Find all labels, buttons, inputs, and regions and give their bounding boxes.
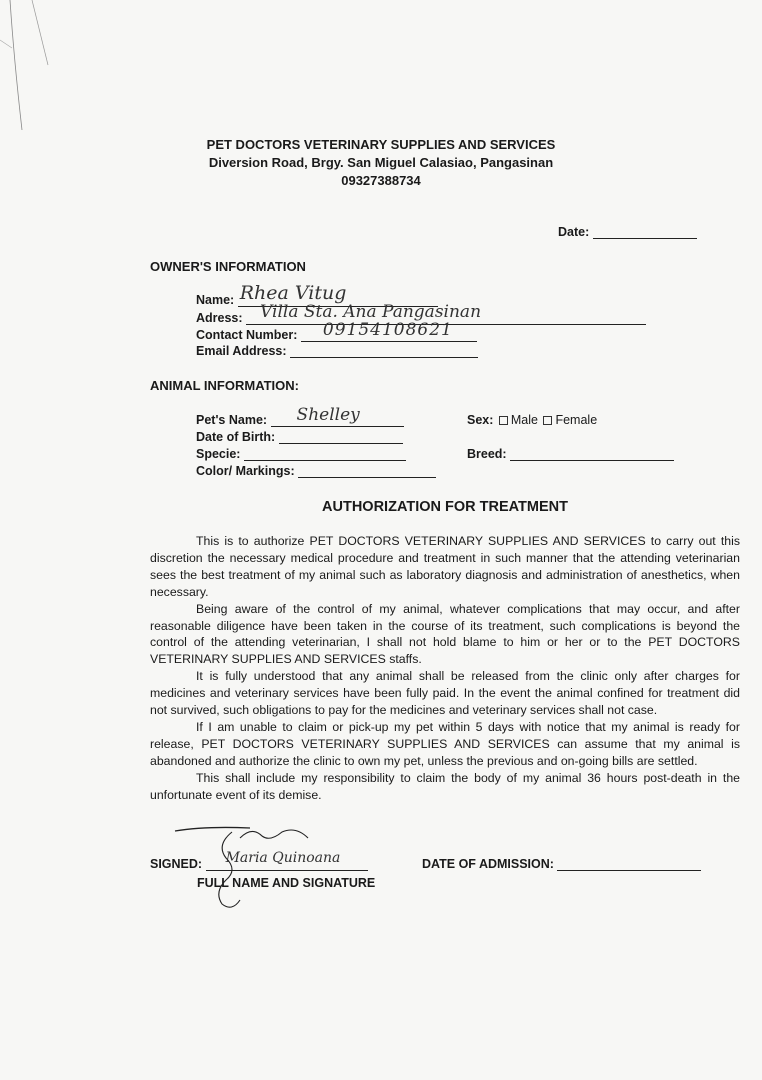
- dob-label: Date of Birth:: [196, 430, 276, 444]
- full-name-signature-label: FULL NAME AND SIGNATURE: [197, 876, 376, 890]
- admission-label: DATE OF ADMISSION:: [422, 857, 554, 871]
- sex-label: Sex:: [467, 413, 494, 427]
- owner-address-label: Adress:: [196, 311, 243, 325]
- owner-address-value: Villa Sta. Ana Pangasinan: [260, 302, 482, 322]
- animal-section-title: ANIMAL INFORMATION:: [150, 378, 299, 393]
- company-name: PET DOCTORS VETERINARY SUPPLIES AND SERVICES: [206, 137, 556, 152]
- owner-name-label: Name:: [196, 293, 235, 307]
- specie-label: Specie:: [196, 447, 241, 461]
- breed-label: Breed:: [467, 447, 507, 461]
- paragraph: If I am unable to claim or pick-up my pet within 5 days with notice that my animal is ready for release, PET DOCTORS VETERINARY SUPPLIES AND SERVICES can assume that my animal is abandoned and authorize the clinic to own my pet, unless the previous and on-going bills are settled.: [150, 719, 740, 768]
- owner-section-title: OWNER'S INFORMATION: [150, 259, 306, 274]
- owner-contact-value: 09154108621: [322, 320, 453, 340]
- paragraph: Being aware of the control of my animal, whatever complications that may occur, and after reasonable diligence have been taken in the course of its treatment, such complications is beyond the control of the attending veterinarian, I shall not hold blame to him or her or to the PET DOCTORS VETERINARY SUPPLIES AND SERVICES staffs.: [150, 601, 740, 667]
- signer-name-value: Maria Quinoana: [225, 850, 341, 866]
- paragraph: This shall include my responsibility to claim the body of my animal 36 hours post-death in the unfortunate event of its demise.: [150, 770, 740, 802]
- paragraph: It is fully understood that any animal shall be released from the clinic only after charges for medicines and veterinary services have been fully paid. In the event the animal confined for treatment did not survived, such obligations to pay for the medicines and veterinary services shall not case.: [150, 669, 740, 718]
- male-label: Male: [510, 413, 538, 427]
- female-label: Female: [555, 413, 598, 427]
- paragraph: This is to authorize PET DOCTORS VETERINARY SUPPLIES AND SERVICES to carry out this discretion the necessary medical procedure and treatment in such manner that the attending veterinarian sees the best treatment of my animal such as laboratory diagnosis and administration of anesthetics, when necessary.: [150, 534, 740, 599]
- company-address: Diversion Road, Brgy. San Miguel Calasiao, Pangasinan: [208, 155, 554, 170]
- authorization-title: AUTHORIZATION FOR TREATMENT: [322, 499, 568, 515]
- date-label: Date:: [558, 225, 590, 239]
- pet-name-label: Pet's Name:: [196, 413, 268, 427]
- owner-email-label: Email Address:: [196, 344, 287, 358]
- owner-contact-label: Contact Number:: [196, 328, 298, 342]
- company-phone: 09327388734: [341, 173, 421, 188]
- pet-name-value: Shelley: [296, 405, 360, 425]
- owner-name-value: Rhea Vitug: [239, 282, 347, 304]
- signed-label: SIGNED:: [150, 857, 203, 871]
- color-label: Color/ Markings:: [196, 464, 295, 478]
